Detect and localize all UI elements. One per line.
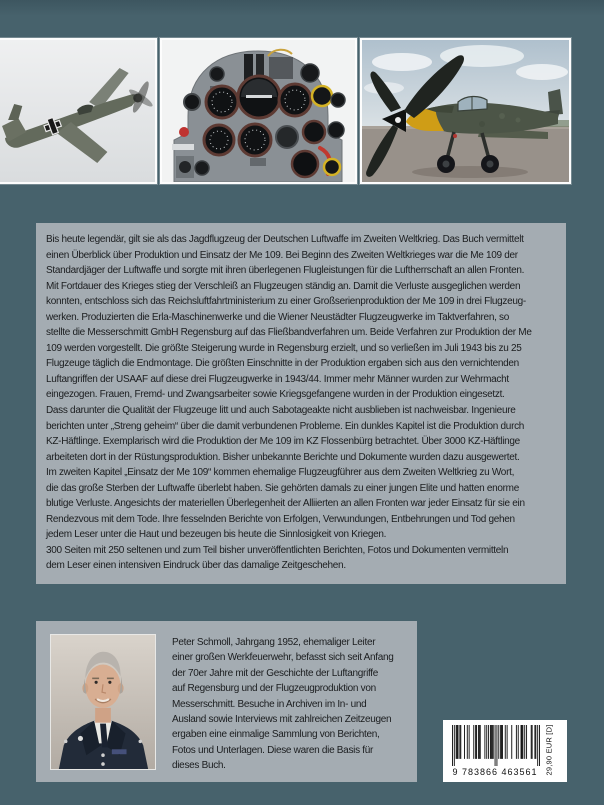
text-line: dieses Buch. [172, 760, 226, 772]
text-line: Fotos und Unterlagen. Diese waren die Basis für [172, 744, 374, 756]
text-line: jedem Leser unter die Haut und bezeugen bis heute die Sinnlosigkeit von Kriegen. [46, 529, 387, 541]
blurb-panel [36, 223, 566, 584]
barcode-box [443, 720, 567, 782]
author-photo [50, 634, 156, 770]
text-line: dem Leser einen intensiven Eindruck über das damalige Zeitgeschehen. [46, 560, 346, 572]
text-line: eingezogen. Frauen, Fremd- und Zwangsarbeiter sowie Kriegsgefangene wurden in der Produktion eingesetzt. [46, 389, 505, 401]
text-line: Messerschmitt. Besuche in Archiven im In- und [172, 698, 367, 710]
text-line: Flugzeuge täglich die Endmontage. Die größten Einschnitte in der Produktion ergaben sich aus den vernichtenden [46, 358, 519, 370]
text-line: der 70er Jahre mit der Geschichte der Luftangriffe [172, 667, 379, 679]
cockpit-photo-illustration [162, 40, 355, 182]
airfield-photo-illustration [362, 40, 569, 182]
text-line: Mit Fortdauer des Krieges stieg der Verschleiß an Flugzeugen ständig an. Damit die Verluste ausgeglichen werden [46, 280, 521, 292]
text-line: Luftangriffen der USAAF auf diese drei Flugzeugwerke in 1943/44. Immer mehr Männer wurden zur Wehrmacht [46, 373, 509, 385]
text-line: 109 werden vorgestellt. Die größte Steigerung wurde in Regensburg erzielt, und so verließen im Juli 1943 bis zu 25 [46, 342, 522, 354]
text-line: Peter Schmoll, Jahrgang 1952, ehemaliger Leiter [172, 637, 376, 648]
text-line: einer großen Werkfeuerwehr, befasst sich seit Anfang [172, 652, 394, 664]
photo-me109-cockpit [160, 38, 357, 184]
text-line: einen Überblick über Produktion und Einsatz der Me 109. Bei Beginn des Zweiten Weltkrieges war die Me 109 der [46, 249, 518, 261]
text-line: arbeiteten dort in der Rüstungsproduktion. Bisher unbekannte Berichte und Dokumente wurden dazu ausgewertet. [46, 451, 520, 463]
text-line: stellte die Messerschmitt GmbH Regensburg auf das Fließbandverfahren um. Beide Verfahren zur Produktion der Me [46, 327, 532, 339]
author-portrait-illustration [51, 635, 155, 769]
text-line: werken. Produzierten die Erla-Maschinenwerke und die Wiener Neustädter Flugzeugwerke im Taktverfahren, so [46, 311, 509, 323]
text-line: die das große Sterben der Luftwaffe überlebt haben. Sie gehörten damals zu einer jungen Elite und hatten enorme [46, 482, 519, 494]
text-line: 300 Seiten mit 250 seltenen und zum Teil bisher unveröffentlichten Berichten, Fotos und Dokumenten vermitteln [46, 544, 509, 556]
text-line: Ausland sowie Interviews mit zahlreichen Zeitzeugen [172, 714, 392, 726]
text-line: ergaben eine einmalige Sammlung von Berichten, [172, 729, 380, 741]
text-line: konnten, entschloss sich das Reichsluftfahrtministerium zu einer Großserienproduktion der Me 109 in drei Flugzeug- [46, 296, 526, 308]
text-line: Bis heute legendär, gilt sie als das Jagdflugzeug der Deutschen Luftwaffe im Zweiten Weltkrieg. Das Buch vermittelt [46, 234, 524, 245]
text-line: auf Regensburg und der Flugzeugproduktion von [172, 683, 376, 695]
text-line: Rendezvous mit dem Tode. Ihre fesselnden Berichte von Erfolgen, Verwundungen, Entbehrungen und Tod gehen [46, 513, 515, 525]
flight-photo-illustration [0, 40, 155, 182]
text-line: Im zweiten Kapitel „Einsatz der Me 109“ kommen ehemalige Flugzeugführer aus dem Zweiten Weltkrieg zu Wort, [46, 467, 515, 479]
blurb-text [46, 232, 556, 574]
author-bio [172, 635, 412, 774]
photo-me109-in-flight [0, 38, 157, 184]
barcode-digits: 9 783866 463561 [452, 767, 538, 777]
author-panel [36, 621, 417, 782]
photo-me109-on-airfield [360, 38, 571, 184]
text-line: berichten unter „Streng geheim“ über die damit verbundenen Probleme. Ein dunkles Kapitel ist die Produktion durch [46, 420, 525, 432]
text-line: blutige Verluste. Angesichts der materiellen Überlegenheit der Alliierten an allen Fronten war jeder Einsatz für sie ein [46, 498, 525, 510]
text-line: Standardjäger der Luftwaffe und sorgte mit ihren überlegenen Flugleistungen für die Luftherrschaft an allen Fronten. [46, 265, 525, 277]
barcode-bars [452, 725, 540, 766]
text-line: KZ-Häftlinge. Exemplarisch wird die Produktion der Me 109 im KZ Flossenbürg betrachtet. Über 3000 KZ-Häftlinge [46, 436, 520, 448]
price-label: 29,90 EUR [D] [544, 724, 554, 776]
text-line: Dass darunter die Qualität der Flugzeuge litt und auch Sabotageakte nicht ausblieben ist nachweisbar. Ingenieure [46, 405, 516, 417]
